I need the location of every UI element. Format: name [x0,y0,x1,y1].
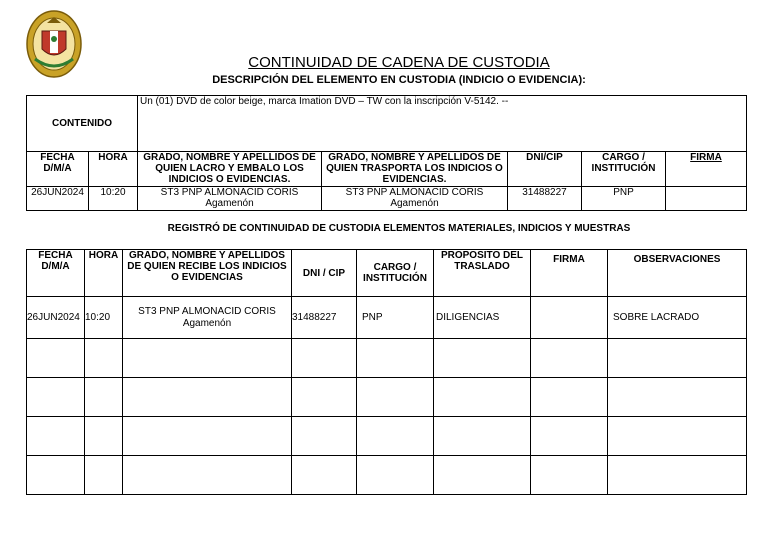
document-title: CONTINUIDAD DE CADENA DE CUSTODIA [248,54,550,71]
reg-row-observaciones: SOBRE LACRADO [608,297,747,339]
registry-table [26,249,747,495]
reg-row-fecha [27,417,85,456]
content-table [26,95,747,211]
reg-row-hora [85,456,123,495]
reg-row-firma [531,339,608,378]
header-grado-lacro: GRADO, NOMBRE Y APELLIDOS DE QUIEN LACRO Y EMBALO LOS INDICIOS O EVIDENCIAS. [138,152,322,187]
reg-row-dni: 31488227 [292,297,357,339]
row-hora: 10:20 [89,187,138,211]
reg-row-dni [292,339,357,378]
reg-row-dni [292,456,357,495]
registry-title: REGISTRÓ DE CONTINUIDAD DE CUSTODIA ELEMENTOS MATERIALES, INDICIOS Y MUESTRAS [167,223,631,234]
contenido-label: CONTENIDO [27,96,138,152]
reg-row-proposito: DILIGENCIAS [434,297,531,339]
reg-row-observaciones [608,417,747,456]
header-grado-traslada: GRADO, NOMBRE Y APELLIDOS DE QUIEN TRASPORTA LOS INDICIOS O EVIDENCIAS. [322,152,508,187]
reg-header-recibe: GRADO, NOMBRE Y APELLIDOS DE QUIEN RECIBE LOS INDICIOS O EVIDENCIAS [123,250,292,297]
reg-row-cargo [357,378,434,417]
reg-row-cargo: PNP [357,297,434,339]
contenido-text: Un (01) DVD de color beige, marca Imation DVD – TW con la inscripción V-5142. -- [138,96,747,152]
reg-row-recibe [123,417,292,456]
reg-row-recibe [123,378,292,417]
row-lacro: ST3 PNP ALMONACID CORIS Agamenón [138,187,322,211]
reg-header-proposito: PROPOSITO DEL TRASLADO [434,250,531,297]
reg-row-proposito [434,378,531,417]
reg-header-observaciones: OBSERVACIONES [608,250,747,297]
reg-row-recibe: ST3 PNP ALMONACID CORIS Agamenón [123,297,292,339]
row-dni: 31488227 [508,187,582,211]
document-subtitle: DESCRIPCIÓN DEL ELEMENTO EN CUSTODIA (INDICIO O EVIDENCIA): [212,74,586,86]
reg-row-fecha [27,456,85,495]
reg-row-hora [85,378,123,417]
reg-row-cargo [357,339,434,378]
reg-row-firma [531,297,608,339]
row-firma [666,187,747,211]
reg-row-recibe [123,456,292,495]
row-traslada: ST3 PNP ALMONACID CORIS Agamenón [322,187,508,211]
reg-row-fecha: 26JUN2024 [27,297,85,339]
reg-row-fecha [27,378,85,417]
reg-row-fecha [27,339,85,378]
reg-header-fecha: FECHA D/M/A [27,250,85,297]
row-fecha: 26JUN2024 [27,187,89,211]
reg-row-hora [85,339,123,378]
reg-row-observaciones [608,339,747,378]
reg-row-dni [292,378,357,417]
reg-row-firma [531,417,608,456]
header-firma: FIRMA [666,152,747,187]
header-dni: DNI/CIP [508,152,582,187]
header-hora: HORA [89,152,138,187]
reg-row-firma [531,456,608,495]
reg-row-proposito [434,456,531,495]
header-cargo: CARGO / INSTITUCIÓN [582,152,666,187]
reg-row-recibe [123,339,292,378]
reg-header-hora: HORA [85,250,123,297]
reg-header-dni: DNI / CIP [292,250,357,297]
reg-row-proposito [434,339,531,378]
reg-row-dni [292,417,357,456]
reg-row-observaciones [608,378,747,417]
reg-row-hora: 10:20 [85,297,123,339]
reg-row-firma [531,378,608,417]
reg-header-firma: FIRMA [531,250,608,297]
reg-row-observaciones [608,456,747,495]
row-cargo: PNP [582,187,666,211]
header-fecha: FECHA D/M/A [27,152,89,187]
reg-row-proposito [434,417,531,456]
reg-row-cargo [357,417,434,456]
reg-header-cargo: CARGO / INSTITUCIÓN [357,250,434,297]
reg-row-cargo [357,456,434,495]
reg-row-hora [85,417,123,456]
